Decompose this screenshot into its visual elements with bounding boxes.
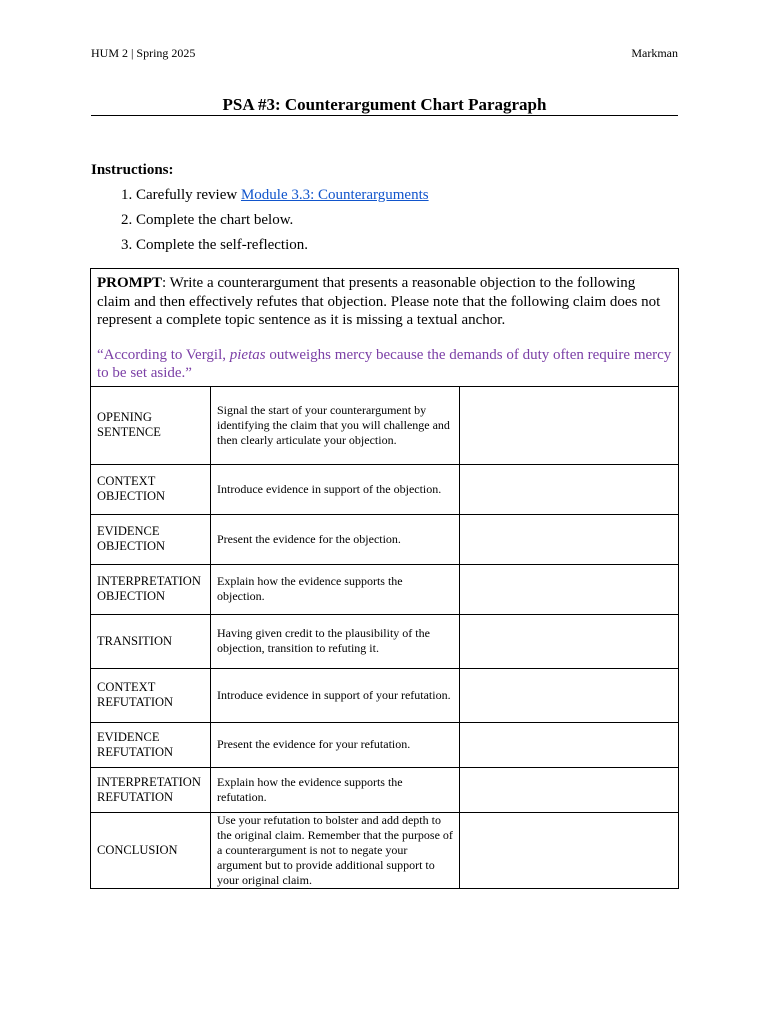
counterargument-chart — [90, 268, 679, 889]
response-cell[interactable] — [460, 668, 679, 722]
table-row — [91, 812, 679, 888]
row-label: TRANSITION — [91, 614, 211, 668]
row-label: EVIDENCE REFUTATION — [91, 722, 211, 767]
response-cell[interactable] — [460, 514, 679, 564]
response-cell[interactable] — [460, 722, 679, 767]
instruction-step-1-prefix: Carefully review — [136, 187, 241, 203]
instruction-step-1 — [136, 185, 681, 210]
table-row — [91, 614, 679, 668]
row-instruction: Present the evidence for the objection. — [211, 514, 460, 564]
instructions-label: Instructions: — [91, 162, 174, 178]
document-title: PSA #3: Counterargument Chart Paragraph — [91, 95, 678, 116]
response-cell[interactable] — [460, 564, 679, 614]
claim-italic: pietas — [229, 346, 266, 363]
row-label: CONTEXT REFUTATION — [91, 668, 211, 722]
table-row — [91, 767, 679, 812]
instruction-step-2: 2. Complete the chart below. — [136, 210, 681, 235]
claim-quote — [97, 346, 672, 383]
table-row — [91, 668, 679, 722]
table-row — [91, 386, 679, 464]
row-label: EVIDENCE OBJECTION — [91, 514, 211, 564]
prompt-cell — [91, 269, 679, 387]
prompt-label: PROMPT — [97, 275, 162, 291]
row-instruction: Introduce evidence in support of your refutation. — [211, 668, 460, 722]
course-info: HUM 2 | Spring 2025 — [91, 46, 196, 60]
page-header — [91, 46, 678, 61]
row-label: OPENING SENTENCE — [91, 386, 211, 464]
table-row — [91, 564, 679, 614]
table-row — [91, 514, 679, 564]
row-instruction: Use your refutation to bolster and add depth to the original claim. Remember that the purpose of a counterargument is not to negate your argument but to provide additional support to your original claim. — [211, 812, 460, 888]
prompt-text — [97, 274, 672, 330]
prompt-body: : Write a counterargument that presents a reasonable objection to the following claim and then effectively refutes that objection. Please note that the following claim does not represent a complete topic sentence as it is missing a textual anchor. — [97, 275, 661, 328]
instructor-name: Markman — [631, 46, 678, 60]
row-instruction: Signal the start of your counterargument by identifying the claim that you will challenge and then clearly articulate your objection. — [211, 386, 460, 464]
response-cell[interactable] — [460, 386, 679, 464]
row-label: CONCLUSION — [91, 812, 211, 888]
instruction-step-3: 3. Complete the self-reflection. — [136, 235, 681, 260]
prompt-row — [91, 269, 679, 387]
row-instruction: Having given credit to the plausibility of the objection, transition to refuting it. — [211, 614, 460, 668]
row-label: CONTEXT OBJECTION — [91, 464, 211, 514]
response-cell[interactable] — [460, 464, 679, 514]
response-cell[interactable] — [460, 812, 679, 888]
response-cell[interactable] — [460, 767, 679, 812]
instructions-list — [91, 185, 681, 260]
row-label: INTERPRETATION REFUTATION — [91, 767, 211, 812]
row-instruction: Introduce evidence in support of the objection. — [211, 464, 460, 514]
response-cell[interactable] — [460, 614, 679, 668]
table-row — [91, 722, 679, 767]
module-link[interactable]: Module 3.3: Counterarguments — [240, 187, 429, 203]
row-instruction: Present the evidence for your refutation. — [211, 722, 460, 767]
instructions-section — [91, 160, 681, 260]
row-instruction: Explain how the evidence supports the objection. — [211, 564, 460, 614]
row-instruction: Explain how the evidence supports the refutation. — [211, 767, 460, 812]
claim-before: “According to Vergil, — [97, 346, 230, 363]
claim-after: outweighs mercy because the demands of duty often require mercy to be set aside.” — [97, 346, 672, 381]
table-row — [91, 464, 679, 514]
row-label: INTERPRETATION OBJECTION — [91, 564, 211, 614]
